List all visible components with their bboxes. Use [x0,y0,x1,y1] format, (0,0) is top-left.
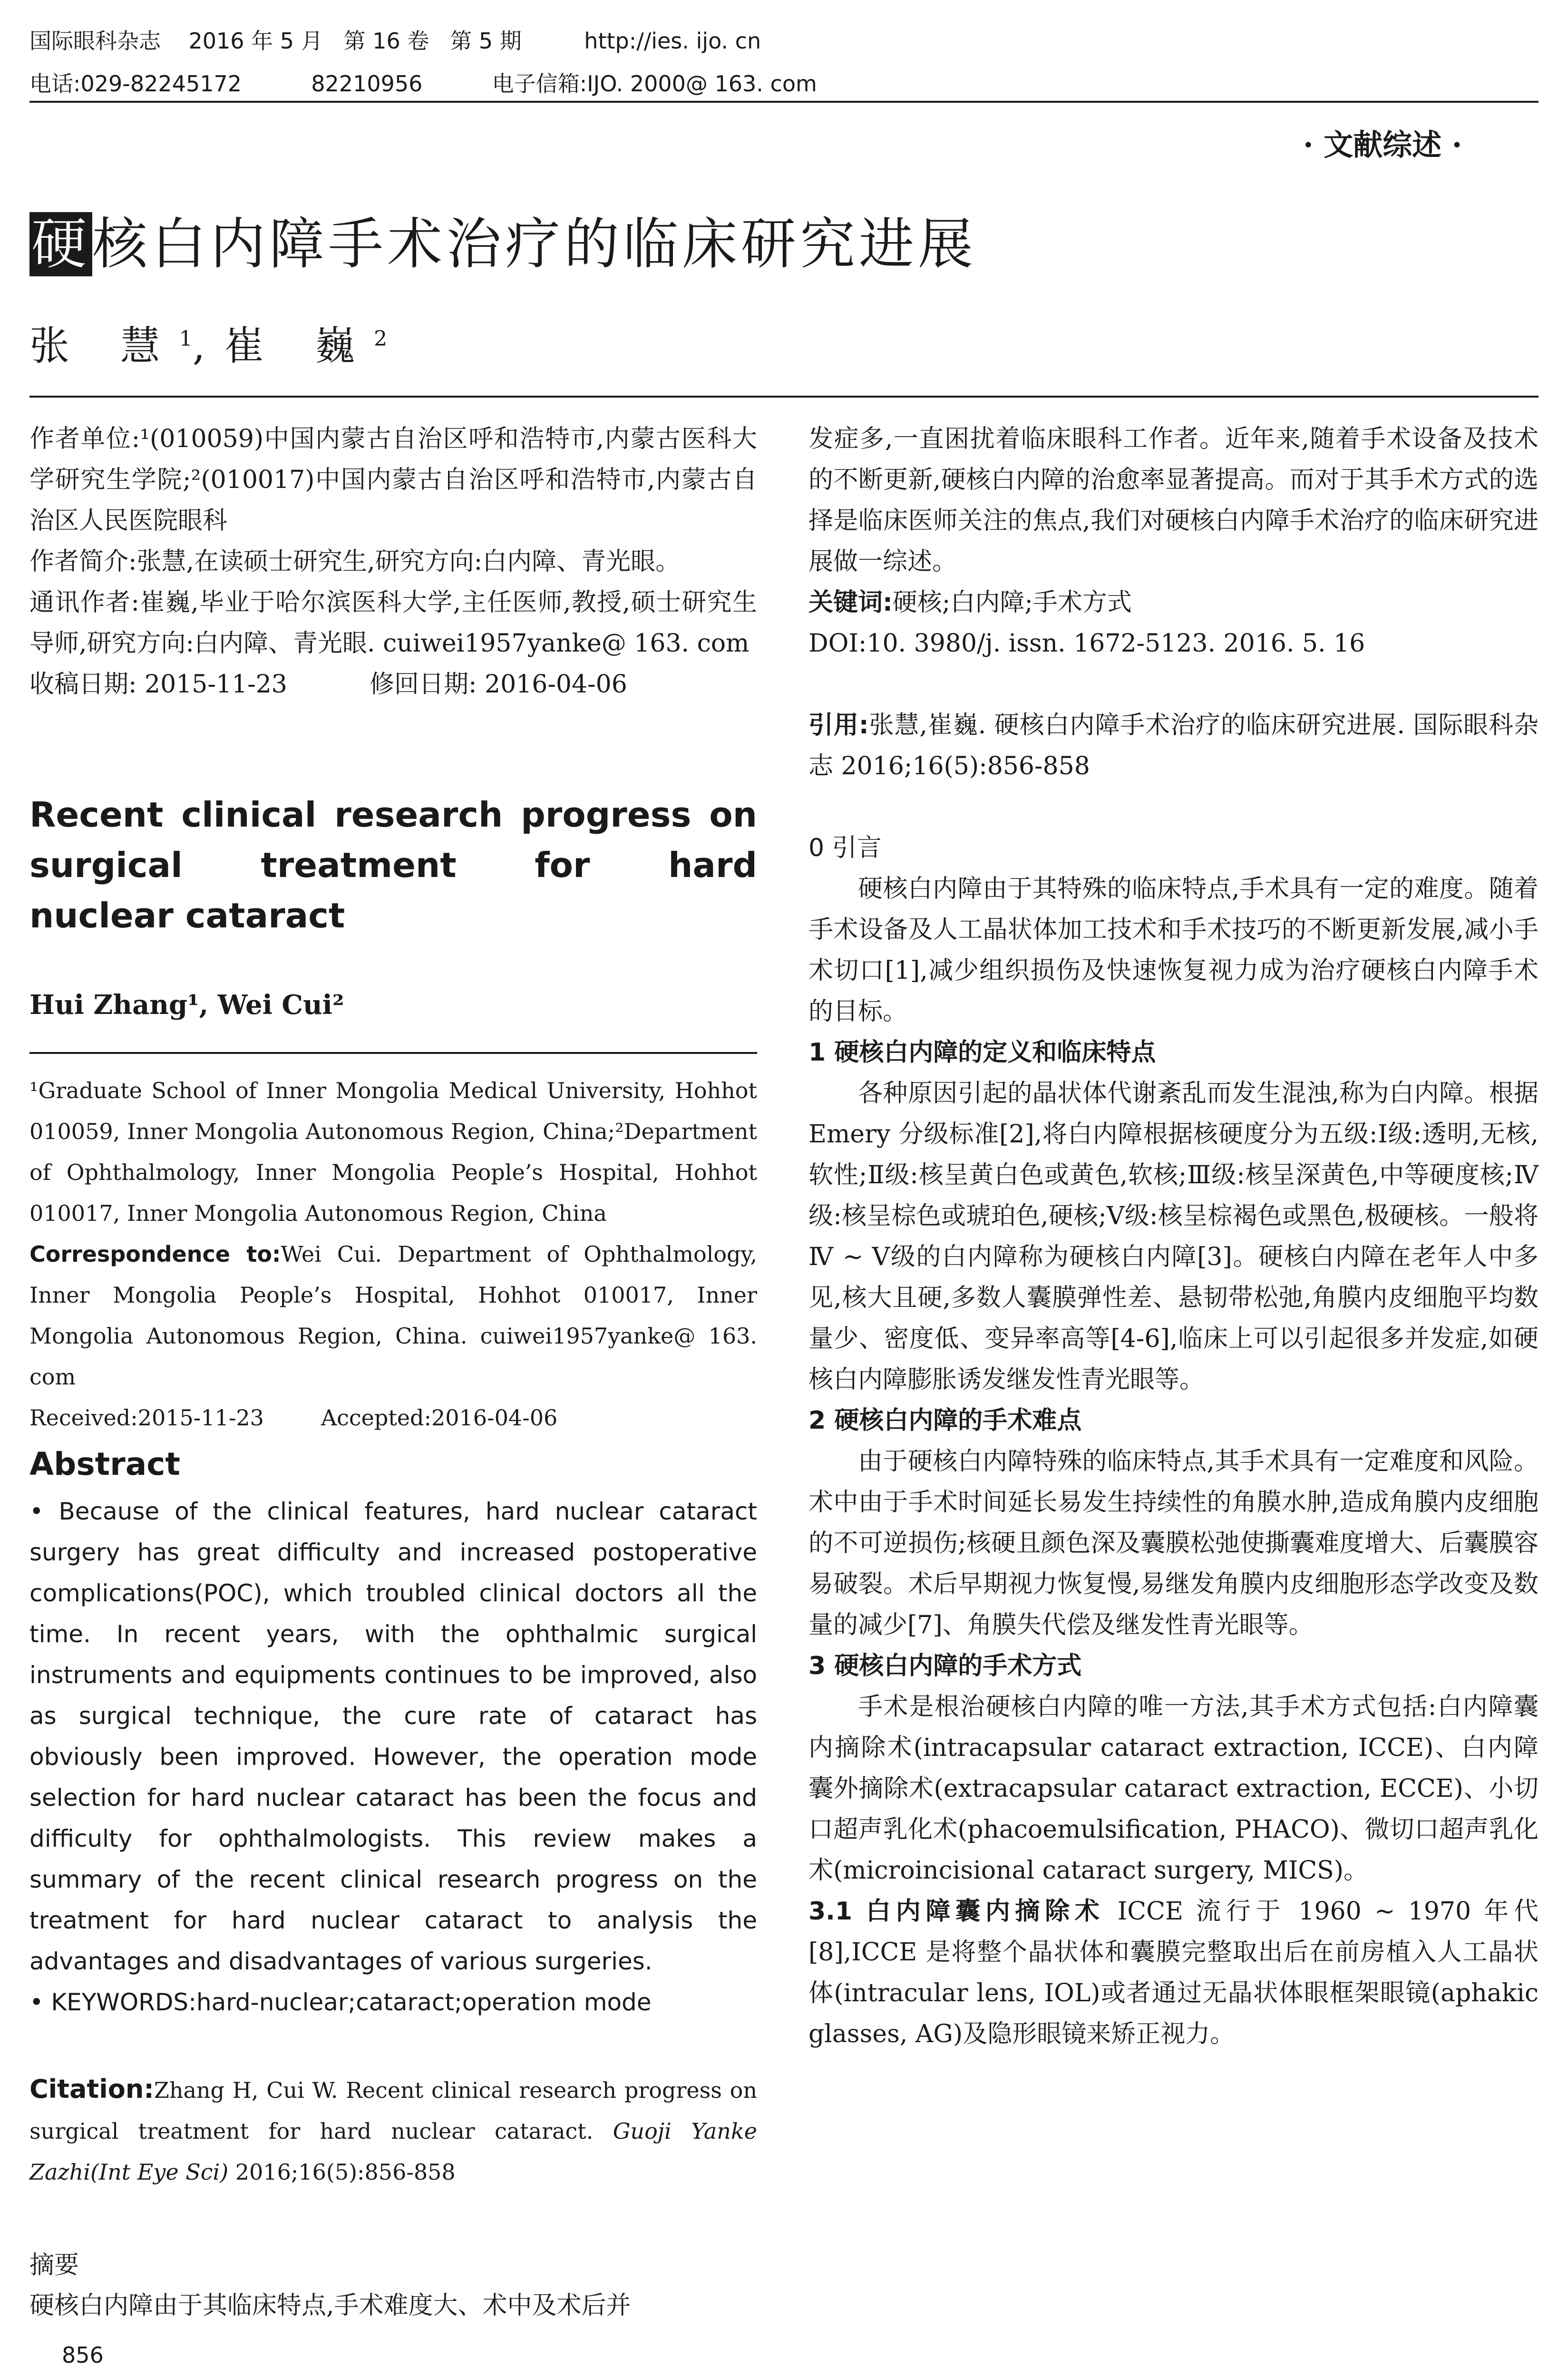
author-2: 崔 巍 [224,322,374,369]
cn-citation-text: 张慧,崔巍. 硬核白内障手术治疗的临床研究进展. 国际眼科杂志 2016;16(5):856-858 [808,711,1539,780]
section-3-1-text: ICCE 流行于 1960 ~ 1970 年代[8],ICCE 是将整个晶状体和囊膜完整取出后在前房植入人工晶状体(intracular lens, IOL)或者通过无晶状体眼框架眼镜(aphakic glasses, AG)及隐形眼镜来矫正视力。 [808,1897,1539,2048]
journal-header-line2: 电话:029-82245172 82210956 电子信箱:IJO. 2000@ 163. com [29,71,817,97]
cn-author-bio: 作者简介:张慧,在读硕士研究生,研究方向:白内障、青光眼。 [29,547,681,576]
section-3-text: 手术是根治硬核白内障的唯一方法,其手术方式包括:白内障囊内摘除术(intracapsular cataract extraction, ICCE)、白内障囊外摘除术(extracapsular cataract extraction, ECCE)、小切口超声乳化术(phacoemulsification, PHACO)、微切口超声乳化术(microincisional cataract surgery, MICS)。 [808,1693,1539,1885]
citation-journal: Guoji Yanke Zazhi(Int Eye Sci) [29,2118,758,2185]
page-number: 856 [62,2342,104,2368]
citation-text: Zhang H, Cui W. Recent clinical research progress on surgical treatment for hard nuclear cataract. [29,2077,757,2144]
english-authors: Hui Zhang¹, Wei Cui² [29,989,344,1021]
citation-tail: 2016;16(5):856-858 [228,2159,456,2185]
cn-citation [808,705,1539,787]
abstract-heading: Abstract [29,1446,180,1482]
cn-keywords [808,582,1539,623]
author-separator: , [192,322,224,369]
doi: DOI:10. 3980/j. issn. 1672-5123. 2016. 5. 16 [808,629,1365,658]
english-affiliation: ¹Graduate School of Inner Mongolia Medical University, Hohhot 010059, Inner Mongolia Autonomous Region, China;²Department of Ophthalmology, Inner Mongolia People’s Hospital, Hohhot 010017, Inner Mongolia Autonomous Region, China [29,1078,757,1226]
english-dates [29,1397,757,1438]
right-column [808,419,1539,2055]
english-title [29,789,757,941]
english-affiliation-block [29,1070,757,1438]
correspondence-text: Wei Cui. Department of Ophthalmology, Inner Mongolia People’s Hospital, Hohhot 010017, Inner Mongolia Autonomous Region, China. cuiwei1957yanke@ 163. com [29,1241,757,1390]
abstract-text: • Because of the clinical features, hard nuclear cataract surgery has great difficulty and increased postoperative complications(POC), which troubled clinical doctors all the time. In recent years, with the ophthalmic surgical instruments and equipments continues to be improved, also as surgical technique, the cure rate of cataract has obviously been improved. However, the operation mode selection for hard nuclear cataract has been the focus and difficulty for ophthalmologists. This review makes a summary of the recent clinical research progress on the treatment for hard nuclear cataract to analysis the advantages and disadvantages of various surgeries. [29,1498,757,1975]
section-2-text: 由于硬核白内障特殊的临床特点,其手术具有一定难度和风险。术中由于手术时间延长易发生持续性的角膜水肿,造成角膜内皮细胞的不可逆损伤;核硬且颜色深及囊膜松弛使撕囊难度增大、后囊膜容易破裂。术后早期视力恢复慢,易继发角膜内皮细胞形态学改变及数量的减少[7]、角膜失代偿及继发性青光眼等。 [808,1447,1539,1639]
correspondence-label: Correspondence to: [29,1241,281,1267]
cn-keywords-text: 硬核;白内障;手术方式 [892,588,1132,617]
section-2-heading: 2 硬核白内障的手术难点 [808,1406,1082,1435]
section-3-heading: 3 硬核白内障的手术方式 [808,1652,1082,1680]
english-title-line2: surgical treatment for hard [29,845,757,885]
title-first-char: 硬 [29,212,92,276]
author-1-affil: 1 [179,327,193,351]
author-1: 张 慧 [29,322,179,369]
en-accepted-date: Accepted:2016-04-06 [321,1405,558,1431]
cn-citation-label: 引用: [808,711,869,740]
citation-label: Citation: [29,2074,154,2104]
page-title [29,200,977,279]
abstract-body [29,1491,757,2023]
cn-affiliation: 作者单位:¹(010059)中国内蒙古自治区呼和浩特市,内蒙古医科大学研究生学院;²(010017)中国内蒙古自治区呼和浩特市,内蒙古自治区人民医院眼科 [29,425,757,535]
cn-keywords-label: 关键词: [808,588,893,617]
cn-revised-date: 修回日期: 2016-04-06 [369,670,627,699]
zhaiyao-heading: 摘要 [29,2251,79,2280]
section-tag: · 文献综述 · [1303,127,1462,162]
english-title-line3: nuclear cataract [29,896,345,935]
section-0-heading: 0 引言 [808,834,882,862]
section-0-text: 硬核白内障由于其特殊的临床特点,手术具有一定的难度。随着手术设备及人工晶状体加工技术和手术技巧的不断更新发展,减小手术切口[1],减少组织损伤及快速恢复视力成为治疗硬核白内障手术的目标。 [808,875,1539,1026]
english-authors-rule [29,1052,757,1054]
section-3-1-heading: 3.1 白内障囊内摘除术 [808,1897,1105,1926]
english-correspondence [29,1234,757,1397]
header-rule [29,101,1539,103]
author-line [29,314,387,371]
citation-block [29,2069,757,2192]
section-3-1 [808,1891,1539,2055]
cn-received-date: 收稿日期: 2015-11-23 [29,670,287,699]
abstract-keywords: • KEYWORDS:hard-nuclear;cataract;operation mode [29,1988,652,2016]
author-2-affil: 2 [374,327,388,351]
abstract-continuation: 发症多,一直困扰着临床眼科工作者。近年来,随着手术设备及技术的不断更新,硬核白内障的治愈率显著提高。而对于其手术方式的选择是临床医师关注的焦点,我们对硬核白内障手术治疗的临床研究进展做一综述。 [808,425,1539,576]
english-title-line1: Recent clinical research progress on [29,795,757,835]
section-1-text: 各种原因引起的晶状体代谢紊乱而发生混浊,称为白内障。根据 Emery 分级标准[2],将白内障根据核硬度分为五级:Ⅰ级:透明,无核,软性;Ⅱ级:核呈黄白色或黄色,软核;Ⅲ级:核呈深黄色,中等硬度核;Ⅳ级:核呈棕色或琥珀色,硬核;Ⅴ级:核呈棕褐色或黑色,极硬核。一般将Ⅳ ~ Ⅴ级的白内障称为硬核白内障[3]。硬核白内障在老年人中多见,核大且硬,多数人囊膜弹性差、悬韧带松弛,角膜内皮细胞平均数量少、密度低、变异率高等[4-6],临床上可以引起很多并发症,如硬核白内障膨胀诱发继发性青光眼等。 [808,1079,1539,1394]
cn-correspondence: 通讯作者:崔巍,毕业于哈尔滨医科大学,主任医师,教授,硕士研究生导师,研究方向:白内障、青光眼. cuiwei1957yanke@ 163. com [29,588,757,658]
left-column [29,419,757,705]
section-1-heading: 1 硬核白内障的定义和临床特点 [808,1038,1156,1067]
en-received-date: Received:2015-11-23 [29,1405,264,1431]
title-rule [29,396,1539,398]
title-rest: 核白内障手术治疗的临床研究进展 [92,212,977,276]
journal-header-line1: 国际眼科杂志 2016 年 5 月 第 16 卷 第 5 期 http://ies. ijo. cn [29,28,761,54]
cn-dates [29,664,757,705]
zhaiyao-text: 硬核白内障由于其临床特点,手术难度大、术中及术后并 [29,2291,631,2320]
